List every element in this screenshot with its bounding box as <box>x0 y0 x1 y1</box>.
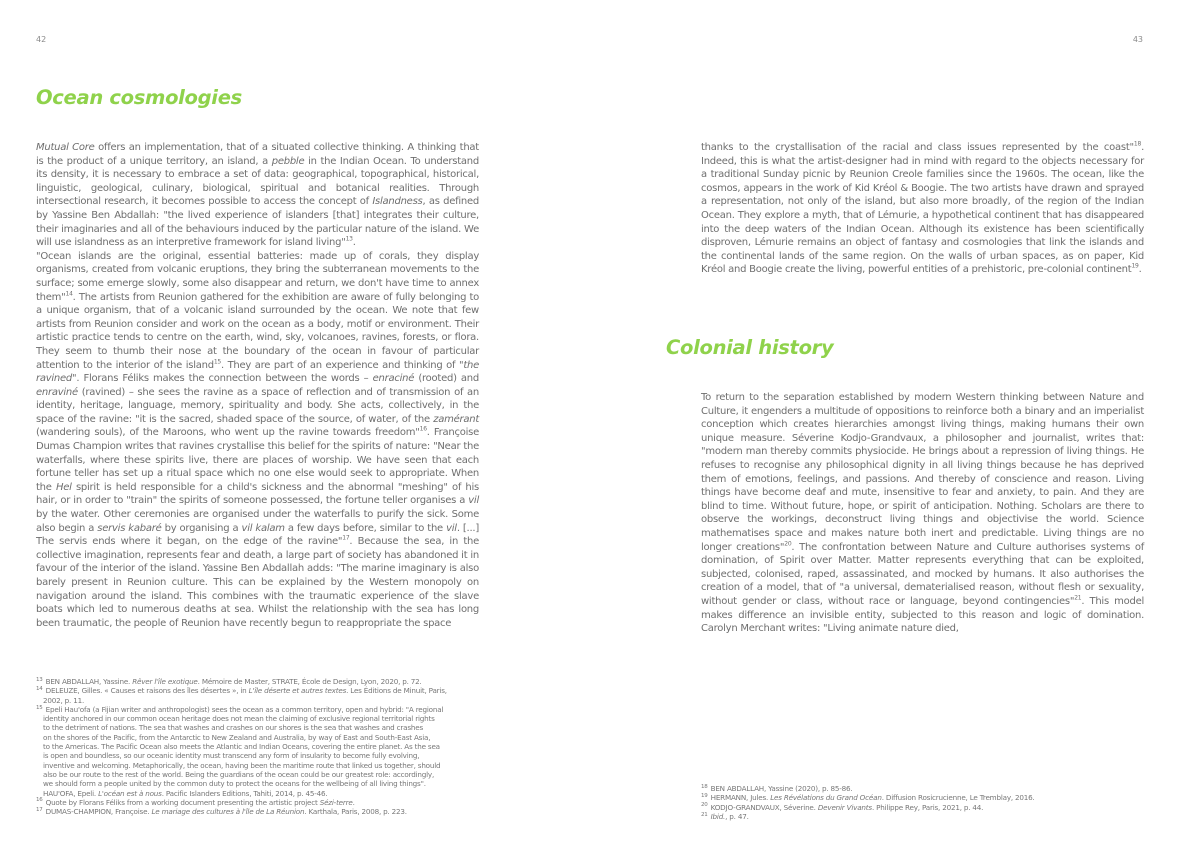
footnote-ref: 15 <box>213 358 221 366</box>
footnote-number: 19 <box>701 792 708 799</box>
footnote-number: 13 <box>36 676 43 683</box>
footnote-line <box>36 751 496 760</box>
footnote-number: 14 <box>36 685 43 692</box>
text-run: inventive and welcoming. Metaphorically, the ocean, having been the maritime route that linked us together, should <box>43 760 441 770</box>
italic-run: vil <box>468 495 479 507</box>
text-run: spirit is held responsible for a child's sickness and the abnormal "meshing" of his hair, or in order to "train" the spirits of someone possessed, the fortune teller organises a <box>36 481 479 507</box>
footnote-line <box>701 784 1151 793</box>
text-run: HAU'OFA, Epeli. <box>43 788 99 798</box>
footnote-line <box>701 803 1151 812</box>
footnote-ref: 19 <box>1131 263 1139 271</box>
italic-run: pebble <box>271 155 305 167</box>
text-run: DELEUZE, Gilles. « Causes et raisons des îles désertes », in <box>45 686 249 696</box>
italic-run: Rêver l'île exotique <box>132 677 198 686</box>
footnote-ref: 16 <box>419 426 427 434</box>
footnote-number: 15 <box>36 704 43 711</box>
footnote-line <box>36 789 496 798</box>
italic-run: Islandness <box>372 196 423 208</box>
text-run: to the Americas. The Pacific Ocean also meets the Atlantic and Indian Oceans, covering the entire planet. As the sea <box>43 742 440 752</box>
footnote-ref: 21 <box>1074 594 1082 602</box>
page-number: 43 <box>1132 35 1143 44</box>
italic-run: vil <box>446 522 457 534</box>
footnote-line <box>701 793 1151 802</box>
footnote-ref: 17 <box>342 534 350 542</box>
text-run: . [...] The servis ends where it began, on the edge of the ravine" <box>36 522 479 548</box>
italic-run: enraviné <box>36 386 78 398</box>
italic-run: servis kabaré <box>97 522 162 534</box>
text-run: KODJO-GRANDVAUX, Séverine. <box>710 802 818 812</box>
text-run: . Pacific Islanders Editions, Tahiti, 2014, p. 45-46. <box>161 788 328 798</box>
text-run: we should form a people united by the common duty to protect the oceans for the wellbeing of all living things". <box>43 779 426 789</box>
text-run: . The artists from Reunion gathered for the exhibition are aware of fully belonging to a unique organism, that of a volcanic island surrounded by the ocean. We note that few artists from Reunion consider and work on the ocean as a body, motif or environment. Their artistic practice tends to centre on the earth, wind, sky, volcanoes, ravines, forests, or flora. They seem to thumb their nose at the boundary of the ocean in favour of particular attention to the interior of the island <box>36 291 479 371</box>
text-run: also be our route to the rest of the world. Being the guardians of the ocean could be our greatest role: accordingly, <box>43 769 435 779</box>
text-run: identity anchored in our common ocean heritage does not mean the claiming of exclusive regional territorial rights <box>43 714 435 724</box>
text-run: on the shores of the Pacific, from the Antarctic to New Zealand and Australia, by way of East and South-East Asia, <box>43 732 431 742</box>
footnote-line <box>36 733 496 742</box>
text-run: . Les Éditions de Minuit, Paris, <box>346 686 447 696</box>
footnote-line <box>36 714 496 723</box>
footnote <box>36 807 496 816</box>
text-run: ". Florans Féliks makes the connection between the words – <box>72 373 373 385</box>
footnote-line <box>36 742 496 751</box>
footnote <box>36 705 496 798</box>
footnote-line <box>36 807 496 816</box>
italic-run: Mutual Core <box>36 142 95 153</box>
text-run: HERMANN, Jules. <box>710 793 771 803</box>
paragraph <box>36 141 479 250</box>
footnote-ref: 13 <box>345 235 353 243</box>
text-run: to the detriment of nations. The sea that washes and crashes on our shores is the sea that washes and crashes <box>43 723 424 733</box>
footnote-line <box>701 812 1151 821</box>
footnote <box>36 686 496 705</box>
text-run: . Diffusion Rosicrucienne, Le Tremblay, 2016. <box>881 793 1035 803</box>
footnote-line <box>36 761 496 770</box>
footnote-ref: 18 <box>1133 140 1142 148</box>
section-heading: Ocean cosmologies <box>36 86 242 109</box>
paragraph <box>701 141 1144 277</box>
footnote-ref: 14 <box>65 290 73 298</box>
text-run: . Mémoire de Master, STRATE, École de Design, Lyon, 2020, p. 72. <box>197 677 422 686</box>
text-run: BEN ABDALLAH, Yassine (2020), p. 85-86. <box>710 784 853 793</box>
footnote <box>701 803 1151 812</box>
text-run: offers an implementation, that of a situated collective thinking. A thinking that is the product of a unique territory, an island, a <box>36 142 479 167</box>
text-run: , as defined by Yassine Ben Abdallah: "the lived experience of islanders [that] integrates their culture, their imaginaries and all of the behaviours induced by the particular nature of the island. We will use islandness as an interpretive framework for island living" <box>36 196 479 249</box>
text-run: in the Indian Ocean. To understand its density, it is necessary to embrace a set of data: geographical, topographical, historical, linguistic, geological, culinary, biological, spiritual and botanical realities. Through intersectional research, it becomes possible to access the concept of <box>36 155 479 208</box>
italic-run: Ibid. <box>710 811 726 821</box>
footnote-number: 17 <box>36 806 43 813</box>
footnote-line <box>36 677 496 686</box>
paragraph <box>701 391 1144 636</box>
footnote-ref: 20 <box>784 540 792 548</box>
footnote <box>701 812 1151 821</box>
italic-run: zamérant <box>433 413 479 425</box>
text-run: by the water. Other ceremonies are organised under the waterfalls to purify the sick. Some also begin a <box>36 509 479 534</box>
text-run: . Because the sea, in the collective imagination, represents fear and death, a large part of society has abandoned it in favour of the interior of the island. Yassine Ben Abdallah adds: "The marine imaginary is also barely present in Reunion culture. This can be explained by the Western monopoly on navigation around the island. This combines with the traumatic experience of the slave boats which led to numerous deaths at sea. Whilst the relationship with the sea has long been traumatic, the people of Reunion have recently begun to reappropriate the space <box>36 536 479 629</box>
italic-run: Le mariage des cultures à l'île de La Réunion <box>151 807 305 817</box>
footnote-line <box>36 705 496 714</box>
paragraph <box>36 250 479 631</box>
italic-run: L'océan est à nous <box>98 788 162 798</box>
text-run: . <box>352 797 355 807</box>
text-run: (ravined) – she sees the ravine as a space of reflection and of transmission of an identity, heritage, language, memory, spirituality and body. She acts, collectively, in the space of the ravine: "it is the sacred, shaded space of the source, of water, of the <box>36 386 479 425</box>
page-number: 42 <box>36 35 47 44</box>
italic-run: Hel <box>55 481 72 493</box>
text-run: Epeli Hau'ofa (a Fijian writer and anthropologist) sees the ocean as a common territory, open and hybrid: "A regional <box>45 704 444 714</box>
text-run: by organising a <box>161 522 242 534</box>
text-run: . Karthala, Paris, 2008, p. 223. <box>304 807 407 817</box>
text-run: is open and boundless, so our oceanic identity must transcend any form of insularity to become fully evolving, <box>43 751 420 761</box>
footnote <box>701 793 1151 802</box>
text-run: . Philippe Rey, Paris, 2021, p. 44. <box>871 802 984 812</box>
left-page <box>0 0 589 858</box>
text-run: DUMAS-CHAMPION, Françoise. <box>45 807 152 817</box>
italic-run: vil kalam <box>241 522 285 534</box>
italic-run: enraciné <box>372 373 415 385</box>
footnote-number: 18 <box>701 783 708 790</box>
text-run: (wandering souls), of the Maroons, who went up the ravine towards freedom" <box>36 427 420 439</box>
footnote-line <box>36 770 496 779</box>
text-run: To return to the separation established by modern Western thinking between Nature and Culture, it engenders a multitude of oppositions to reinforce both a binary and an imperialist conception which creates hierarchies amongst living things, making humans their own unique measure. Séverine Kodjo-Grandvaux, a philosopher and journalist, writes that: "modern man thereby commits physiocide. He brings about a repression of living things. He refuses to recognise any philosophical dignity in all living things because he has deprived them of emotions, feelings, and passions. And thereby of conscience and reason. Living things have become deaf and mute, insensitive to fear and anxiety, to pain. And they are blind to time. Without future, hope, or spirit of anticipation. Nothing. Scholars are there to observe the workings, deconstruct living things and objectivise the world. Science mathematises space and makes nature both inert and predictable. Living things are no longer creations" <box>701 392 1144 553</box>
text-run: . Indeed, this is what the artist-designer had in mind with regard to the objects necessary for a traditional Sunday picnic by Reunion Creole families since the 1960s. The ocean, like the cosmos, appears in the work of Kid Kréol & Boogie. The two artists have drawn and sprayed a representation, not only of the island, but also more broadly, of the region of the Indian Ocean. They explore a myth, that of Lémurie, a hypothetical continent that has disappeared into the deep waters of the Indian Ocean. Although its existence has been scientifically disproven, Lémurie remains an object of fantasy and cosmologies that link the islands and the continental lands of the same region. On the walls of urban spaces, as on paper, Kid Kréol and Boogie create the living, powerful entities of a prehistoric, pre-colonial continent <box>701 142 1144 276</box>
italic-run: L'île déserte et autres textes <box>248 686 347 696</box>
footnotes <box>701 784 1151 821</box>
footnote-number: 16 <box>36 797 43 804</box>
footnote-line <box>36 723 496 732</box>
italic-run: the ravined <box>36 359 480 385</box>
text-run: . The confrontation between Nature and Culture authorises systems of domination, of Spirit over Matter. Matter represents everything that can be exploited, subjected, colonised, raped, assassinated, and mocked by humans. It also authorises the creation of a model, that of "a universal, dematerialised reason, without flesh or sexuality, without gender or class, without race or language, beyond contingencies" <box>701 541 1144 607</box>
footnote <box>701 784 1151 793</box>
footnote-line <box>36 686 496 695</box>
right-page <box>589 0 1179 858</box>
italic-run: Les Révélations du Grand Océan <box>770 793 882 803</box>
footnote-number: 20 <box>701 802 708 809</box>
section-heading: Colonial history <box>666 336 834 359</box>
footnote <box>36 677 496 686</box>
footnote-number: 21 <box>701 811 708 818</box>
footnote-line <box>36 779 496 788</box>
text-run: . <box>352 237 356 249</box>
footnote-line <box>36 798 496 807</box>
text-run: thanks to the crystallisation of the racial and class issues represented by the coast" <box>701 142 1134 153</box>
text-run: (rooted) and <box>414 373 479 385</box>
text-run: a few days before, similar to the <box>284 522 447 534</box>
footnote <box>36 798 496 807</box>
italic-run: Devenir Vivants <box>817 802 872 812</box>
text-run: . <box>1138 264 1142 276</box>
text-run: BEN ABDALLAH, Yassine. <box>45 677 133 686</box>
text-run: 2002, p. 11. <box>43 695 85 705</box>
text-run: "Ocean islands are the original, essential batteries: made up of corals, they display organisms, created from volcanic eruptions, they bring the subterranean movements to the surface; some emerge slowly, some also disappear and return, we don't have time to annex them" <box>36 250 479 303</box>
text-run: Quote by Florans Féliks from a working document presenting the artistic project <box>45 797 320 807</box>
body-text <box>701 391 1144 636</box>
footnote-line <box>36 696 496 705</box>
text-run: , p. 47. <box>725 811 749 821</box>
text-run: . This model makes difference an invisible entity, subjected to this reason and logic of domination. Carolyn Merchant writes: "Living animate nature died, <box>701 595 1145 635</box>
italic-run: Sézi-terre <box>319 797 353 807</box>
body-text <box>36 141 479 630</box>
footnotes <box>36 677 496 816</box>
continuation-text <box>701 141 1144 277</box>
text-run: . Françoise Dumas Champion writes that ravines crystallise this belief for the spirits of nature: "Near the waterfalls, where these spirits live, there are places of worship. We have seen that each fortune teller has set up a ritual space which no one else would seek to appropriate. When the <box>36 427 480 493</box>
text-run: . They are part of an experience and thinking of " <box>220 359 464 371</box>
